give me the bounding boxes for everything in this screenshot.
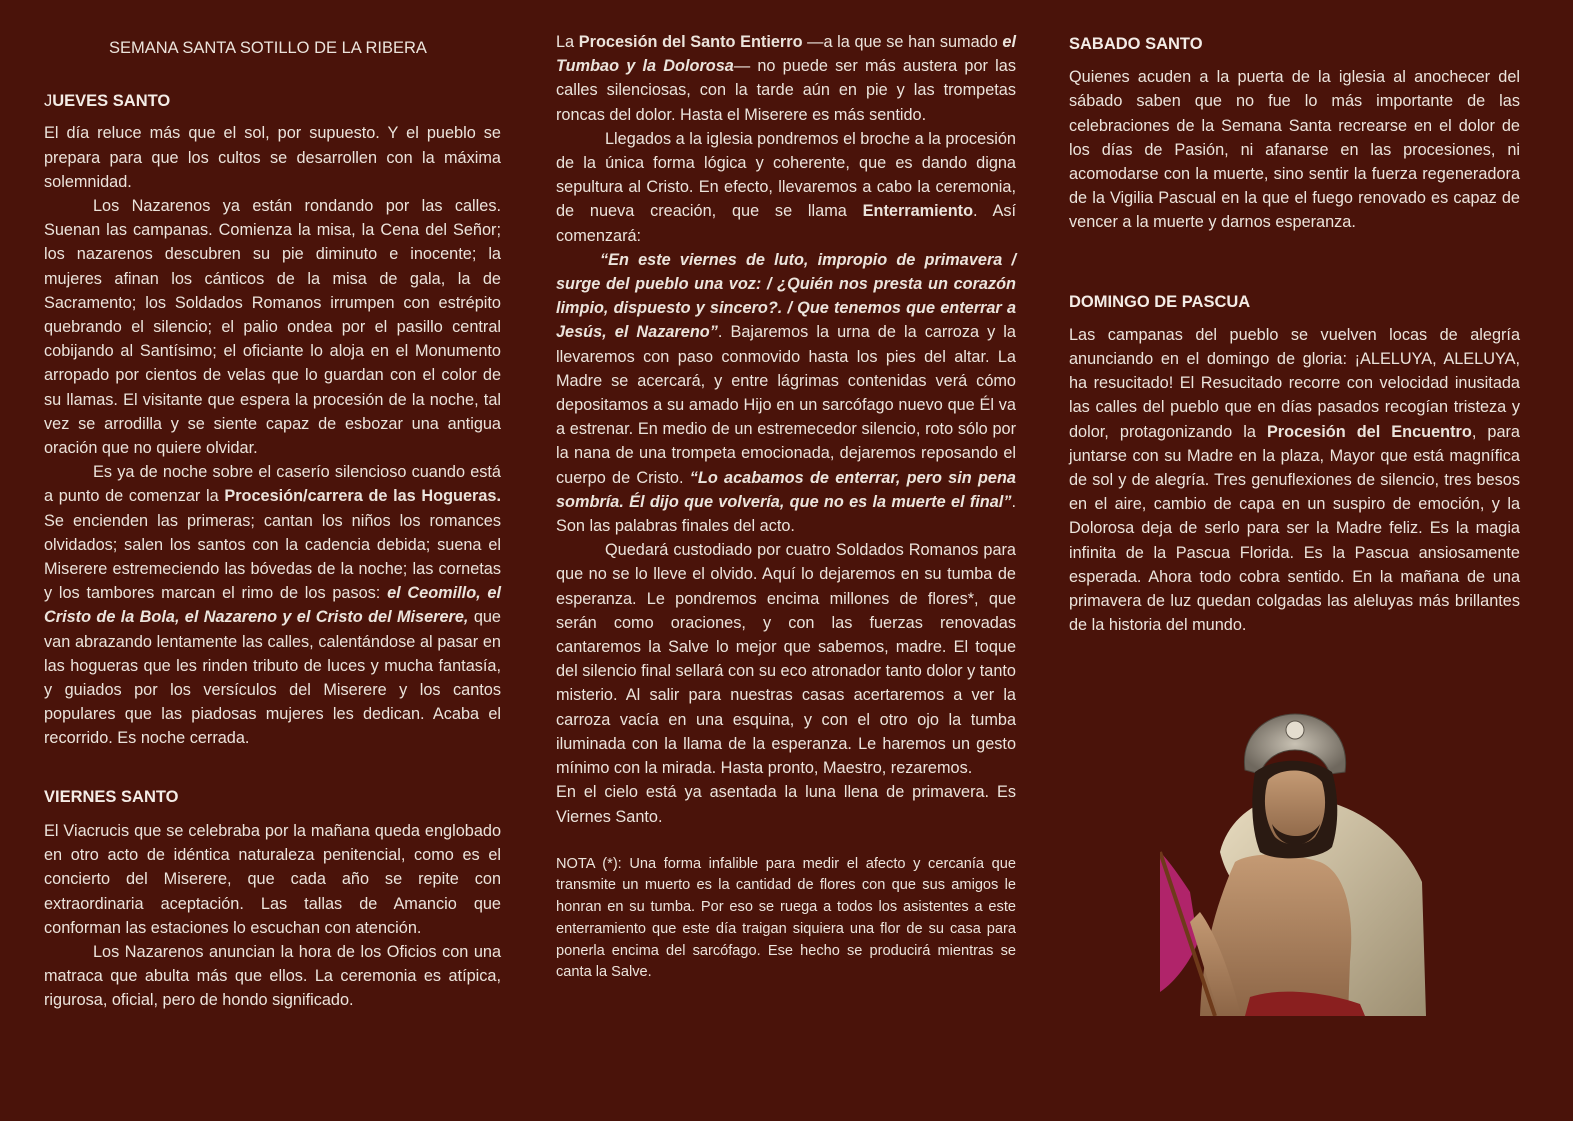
- viernes-p5-text-b: . Son las palabras finales del acto.: [556, 492, 1016, 536]
- jueves-paragraph-2: Los Nazarenos ya están rondando por las calles. Suenan las campanas. Comienza la misa, la Cena del Señor; los nazarenos descubren su pie diminuto e inocente; la mujeres afinan los cánticos de la misa de gala, la de Sacramento; los Soldados Romanos irrumpen con estrépito quebrando el silencio; el palio ondea por el pasillo central cobijando al Santísimo; el oficiante lo aloja en el Monumento arropado por cientos de velas que lo guardan con el color de su llamas. El visitante que espera la procesión de la noche, tal vez se arrodilla y se siente capaz de esbozar una antigua oración que no quiere olvidar.: [44, 197, 501, 458]
- viernes-p4-text-a: Llegados a la iglesia pondremos el broche a la procesión de la única forma lógica y coherente, que es dando digna sepultura al Cristo. En efecto, llevaremos a cabo la ceremonia, de nueva creación, que se llama: [556, 129, 1016, 221]
- enterramiento-label: Enterramiento: [862, 202, 974, 221]
- jueves-paragraph-1: El día reluce más que el sol, por supuesto. Y el pueblo se prepara para que los cultos se desarrollen con la máxima solemnidad.: [44, 124, 501, 191]
- heading-jueves-rest: UEVES SANTO: [52, 92, 171, 111]
- document-title: SEMANA SANTA SOTILLO DE LA RIBERA: [109, 39, 427, 57]
- viernes-p3-text-c: — no puede ser más austera por las calles silenciosas, con la tarde aún en pie y las trompetas roncas del dolor. Hasta el Miserere es más sentido.: [556, 57, 1016, 124]
- heading-jueves-initial: J: [44, 92, 53, 111]
- viernes-paragraph-2: Los Nazarenos anuncian la hora de los Oficios con una matraca que abulta más que ellos. La ceremonia es atípica, rigurosa, oficial, pero de hondo significado.: [44, 942, 501, 1010]
- jueves-p3-text-c: que van abrazando lentamente las calles, calentándose al pasar en las hogueras que les rinden tributo de luces y mucha fantasía, y guiados por los versículos del Miserere y los cantos populares que las piadosas mujeres les dedican. Acaba el recorrido. Es noche cerrada.: [44, 608, 501, 748]
- jueves-paragraph-3: [44, 460, 501, 750]
- verse-quote-2: “Lo acabamos de enterrar, pero sin pena sombría. Él dijo que volvería, que no es la muerte el final”: [556, 468, 1016, 511]
- viernes-paragraph-1: El Viacrucis que se celebraba por la mañana queda englobado en otro acto de idéntica naturaleza penitencial, como es el concierto del Miserere, que cada año se repite con extraordinaria aceptación. Las tallas de Amancio que conforman las estaciones lo escuchan con atención.: [44, 821, 501, 937]
- viernes-p5-text-a: . Bajaremos la urna de la carroza y la llevaremos con paso conmovido hasta los pies del altar. La Madre se acercará, y entre lágrimas contenidas verá cómo depositamos a su amado Hijo en un sarcófago nuevo que Él va a estrenar. En medio de un estremecedor silencio, roto sólo por la nana de una trompeta emocionada, dejaremos reposando el cuerpo de Cristo.: [556, 323, 1016, 487]
- heading-domingo-de-pascua: DOMINGO DE PASCUA: [1069, 292, 1251, 311]
- resucitado-statue-image: [1160, 712, 1426, 1016]
- viernes-paragraph-4: [556, 127, 1016, 248]
- verse-quote-1: “En este viernes de luto, impropio de primavera / surge del pueblo una voz: / ¿Quién nos presta un corazón limpio, dispuesto y sincero?. / Que tenemos que enterrar a Jesús, el Nazareno”: [556, 250, 1016, 342]
- domingo-paragraph-1: [1069, 323, 1520, 638]
- viernes-paragraph-5: [556, 248, 1016, 538]
- viernes-paragraph-6: Quedará custodiado por cuatro Soldados Romanos para que no se lo lleve el olvido. Aquí lo dejaremos en su tumba de esperanza. Le pondremos encima millones de flores*, que serán como oraciones, y con las fuerzas renovadas cantaremos la Salve lo mejor que sabemos, madre. El toque del silencio final sellará con su eco atronador tanto dolor y tanto misterio. Al salir para nuestras casas acertaremos a ver la carroza vacía en una esquina, y con el otro ojo la tumba iluminada con la llama de la esperanza. Le haremos un gesto mínimo con la mirada. Hasta pronto, Maestro, rezaremos.: [556, 541, 1016, 778]
- heading-viernes-santo: VIERNES SANTO: [44, 787, 179, 806]
- procesion-hogueras-label: Procesión/carrera de las Hogueras.: [224, 487, 502, 506]
- jueves-p3-text-a: Es ya de noche sobre el caserío silencioso cuando está a punto de comenzar la: [44, 463, 501, 506]
- viernes-paragraph-3: [556, 30, 1016, 127]
- heading-jueves-santo: [44, 89, 501, 113]
- sabado-paragraph-1: Quienes acuden a la puerta de la iglesia al anochecer del sábado saben que no fue lo más importante de las celebraciones de la Semana Santa recrearse en el dolor de los días de Pasión, ni afanarse en las procesiones, ni acomodarse con la muerte, sino sentir la fuerza regeneradora de la Vigilia Pascual en la que el fuego renovado es capaz de vencer a la muerte y darnos esperanza.: [1069, 68, 1520, 232]
- viernes-paragraph-7: En el cielo está ya asentada la luna llena de primavera. Es Viernes Santo.: [556, 783, 1016, 826]
- viernes-p4-text-b: . Así comenzará:: [556, 202, 1017, 245]
- viernes-p3-text-b: —a la que se han sumado: [802, 33, 1003, 51]
- tumbao-dolorosa-label: el Tumbao y la Dolorosa: [556, 33, 1017, 76]
- domingo-p1-text-a: Las campanas del pueblo se vuelven locas de alegría anunciando en el domingo de gloria: ¡ALELUYA, ALELUYA, ha resucitado! El Resucitado recorre con velocidad inusitada las calles del pueblo que en días pasados recogían tristeza y dolor, protagonizando la: [1069, 325, 1520, 441]
- footnote-nota: NOTA (*): Una forma infalible para medir el afecto y cercanía que transmite un muerto es la cantidad de flores con que sus amigos le honran en su tumba. Por eso se ruega a todos los asistentes a este enterramiento que este día traigan siquiera una flor de su casa para ponerla encima del sarcófago. Ese hecho se producirá mientras se canta la Salve.: [556, 855, 1016, 981]
- column-right: [1069, 30, 1520, 637]
- face: [1265, 770, 1325, 844]
- pasos-list: el Ceomillo, el Cristo de la Bola, el Nazareno y el Cristo del Miserere,: [44, 584, 501, 627]
- column-middle: [556, 30, 1016, 984]
- column-left: [44, 30, 501, 1013]
- domingo-p1-text-b: , para juntarse con su Madre en la plaza, Mayor que está magnífica de sol y de alegría. Tres genuflexiones de silencio, tres besos en el aire, cambio de capa en un suspiro de emoción, y la Dolorosa deja de serlo para ser la Madre feliz. Es la magia infinita de la Pascua Florida. Es la Pascua ansiosamente esperada. Ahora todo cobra sentido. En la mañana de una primavera de luz quedan colgadas las aleluyas más brillantes de la historia del mundo.: [1069, 422, 1520, 635]
- jueves-p3-text-b: Se encienden las primeras; cantan los niños los romances olvidados; salen los santos con la cadencia debida; suena el Miserere estremeciendo las bóvedas de la noche; las cornetas y los tambores marcan el rimo de los pasos:: [44, 511, 501, 603]
- viernes-p3-text-a: La: [556, 33, 579, 51]
- procesion-encuentro-label: Procesión del Encuentro: [1266, 422, 1472, 441]
- heading-sabado-santo: SABADO SANTO: [1069, 35, 1203, 53]
- procesion-santo-entierro-label: Procesión del Santo Entierro: [578, 33, 803, 51]
